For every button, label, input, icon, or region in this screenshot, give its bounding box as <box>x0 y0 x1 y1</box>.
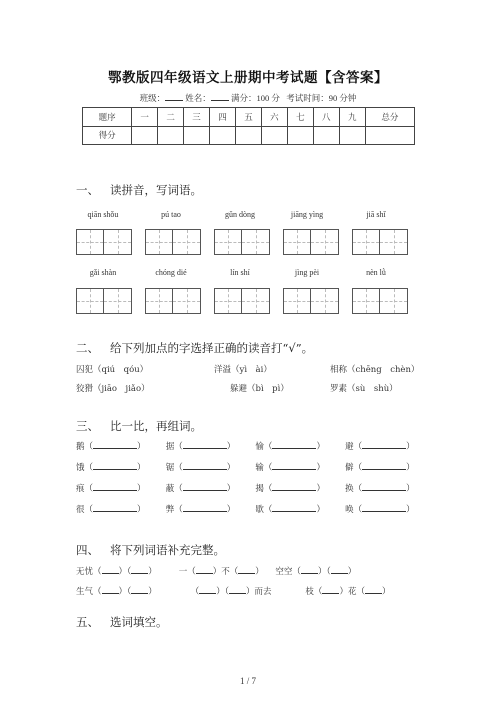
answer-blank[interactable] <box>102 586 119 594</box>
section2-heading <box>76 340 313 356</box>
reading-options[interactable]: （yì ài） <box>231 365 272 375</box>
idiom-row: 无忧（ ）（ ） 一（ ）不（ ） 空空（ ）（ ） <box>76 567 357 577</box>
writing-grid[interactable] <box>352 229 408 255</box>
compare-char: 痕 <box>76 484 85 494</box>
compare-char: 歇 <box>255 505 264 515</box>
time-label: 考试时间：90 分钟 <box>286 93 357 103</box>
answer-blank[interactable] <box>102 566 119 574</box>
answer-blank[interactable] <box>272 441 316 449</box>
compare-char: 据 <box>165 442 175 452</box>
compare-char: 蔽 <box>165 484 175 494</box>
reading-options[interactable]: （qiú qóu） <box>93 365 149 375</box>
reading-item[interactable] <box>214 363 272 375</box>
answer-blank[interactable] <box>183 462 227 470</box>
section4-heading <box>76 542 225 558</box>
answer-blank[interactable] <box>272 504 316 512</box>
writing-grid[interactable] <box>214 288 270 314</box>
section5-title: 选词填空。 <box>110 615 168 629</box>
compare-row: 很（ ） 弊（ ） 歇（ ） 唤（ ） <box>76 505 415 515</box>
class-label: 班级： <box>139 93 166 103</box>
answer-blank[interactable] <box>93 483 137 491</box>
section2-num: 二、 <box>76 341 99 355</box>
writing-grid[interactable] <box>76 229 132 255</box>
answer-blank[interactable] <box>199 586 216 594</box>
compare-char: 愉 <box>255 442 264 452</box>
exam-info <box>0 92 496 104</box>
idiom-row: 生气（ ）（ ） （ ）（ ）而去 枝（ ）花（ ） <box>76 587 391 597</box>
reading-item[interactable] <box>330 382 398 394</box>
compare-char: 揭 <box>255 484 264 494</box>
compare-char: 避 <box>345 442 354 452</box>
score-table <box>82 107 415 145</box>
reading-item[interactable] <box>76 382 150 394</box>
compare-row: 饿（ ） 锯（ ） 输（ ） 僻（ ） <box>76 463 415 473</box>
pinyin: jìng pèi <box>294 268 320 277</box>
reading-options[interactable]: （bì pì） <box>247 384 289 394</box>
header-cell: 一 <box>132 108 158 127</box>
header-cell: 八 <box>313 108 339 127</box>
pinyin: qiān shǒu <box>87 210 119 219</box>
section1-title: 读拼音，写词语。 <box>110 183 202 197</box>
answer-blank[interactable] <box>301 566 318 574</box>
score-cell[interactable] <box>313 126 339 145</box>
section4-title: 将下列词语补充完整。 <box>110 543 225 557</box>
name-blank <box>211 93 229 101</box>
reading-word: 躲避 <box>230 384 248 394</box>
header-cell: 七 <box>287 108 313 127</box>
compare-char: 输 <box>255 463 264 473</box>
answer-blank[interactable] <box>362 504 406 512</box>
pinyin: gǔn dòng <box>225 210 255 219</box>
answer-blank[interactable] <box>131 566 148 574</box>
pinyin: pú tao <box>161 210 181 219</box>
answer-blank[interactable] <box>183 504 227 512</box>
section3-title: 比一比，再组词。 <box>110 419 202 433</box>
section1-num: 一、 <box>76 183 99 197</box>
score-cell[interactable] <box>210 126 236 145</box>
pinyin: jiāng yìng <box>290 210 324 219</box>
answer-blank[interactable] <box>93 504 137 512</box>
pinyin: gǎi shàn <box>89 268 117 277</box>
reading-word: 罗素 <box>330 384 348 394</box>
compare-char: 鹅 <box>76 442 85 452</box>
answer-blank[interactable] <box>362 462 406 470</box>
writing-grid[interactable] <box>145 288 201 314</box>
writing-grid[interactable] <box>76 288 132 314</box>
section5-heading <box>76 614 168 630</box>
writing-grid[interactable] <box>214 229 270 255</box>
reading-word: 囚犯 <box>76 365 94 375</box>
section2-title: 给下列加点的字选择正确的读音打“√”。 <box>110 341 314 355</box>
reading-options[interactable]: （chēng chèn） <box>347 365 420 375</box>
answer-blank[interactable] <box>93 462 137 470</box>
reading-word: 洋溢 <box>214 365 232 375</box>
compare-char: 唤 <box>345 505 354 515</box>
score-cell[interactable] <box>132 126 158 145</box>
answer-blank[interactable] <box>229 586 246 594</box>
answer-blank[interactable] <box>362 483 406 491</box>
writing-grid[interactable] <box>352 288 408 314</box>
pinyin: nèn lǜ <box>366 268 386 277</box>
compare-char: 锯 <box>165 463 175 473</box>
reading-item[interactable] <box>330 363 419 375</box>
idiom-text: 不 <box>221 567 230 577</box>
header-cell: 总分 <box>365 108 414 127</box>
pinyin: chóng dié <box>155 268 187 277</box>
compare-char: 换 <box>345 484 354 494</box>
score-cell[interactable] <box>261 126 287 145</box>
header-cell: 二 <box>158 108 184 127</box>
header-cell: 六 <box>261 108 287 127</box>
pinyin: lín shí <box>230 268 250 277</box>
class-blank <box>165 93 183 101</box>
idiom-text: 无忧 <box>76 567 94 577</box>
compare-row: 鹅（ ） 据（ ） 愉（ ） 避（ ） <box>76 442 415 452</box>
row-label: 得分 <box>83 126 132 145</box>
writing-grid[interactable] <box>145 229 201 255</box>
compare-char: 僻 <box>345 463 354 473</box>
answer-blank[interactable] <box>183 483 227 491</box>
answer-blank[interactable] <box>131 586 148 594</box>
section4-num: 四、 <box>76 543 99 557</box>
compare-row: 痕（ ） 蔽（ ） 揭（ ） 换（ ） <box>76 484 415 494</box>
writing-grid[interactable] <box>283 229 339 255</box>
score-cell[interactable] <box>184 126 210 145</box>
idiom-text: 生气 <box>76 587 94 597</box>
idiom-text: 空空 <box>275 567 293 577</box>
answer-blank[interactable] <box>238 566 255 574</box>
answer-blank[interactable] <box>362 441 406 449</box>
header-cell: 三 <box>184 108 210 127</box>
header-cell: 九 <box>339 108 365 127</box>
header-cell: 五 <box>235 108 261 127</box>
reading-item[interactable] <box>230 382 289 394</box>
header-cell: 四 <box>210 108 236 127</box>
score-cell[interactable] <box>287 126 313 145</box>
idiom-text: 枝 <box>305 587 314 597</box>
page-title: 鄂教版四年级语文上册期中考试题【含答案】 <box>108 70 388 86</box>
score-cell[interactable] <box>235 126 261 145</box>
answer-blank[interactable] <box>183 441 227 449</box>
compare-char: 饿 <box>76 463 85 473</box>
section3-heading <box>76 418 202 434</box>
name-label: 姓名： <box>185 93 211 103</box>
score-table-row <box>83 126 415 145</box>
compare-char: 弊 <box>165 505 175 515</box>
score-cell[interactable] <box>365 126 414 145</box>
score-table-header <box>83 108 415 127</box>
answer-blank[interactable] <box>272 462 316 470</box>
answer-blank[interactable] <box>272 483 316 491</box>
score-cell[interactable] <box>158 126 184 145</box>
idiom-text: 一 <box>178 567 188 577</box>
reading-options[interactable]: （jiāo jiǎo） <box>93 384 150 394</box>
idiom-text: 而去 <box>254 587 272 597</box>
reading-options[interactable]: （sù shù） <box>347 384 398 394</box>
page-number: 1 / 7 <box>239 676 256 686</box>
reading-word: 狡猾 <box>76 384 94 394</box>
writing-grid[interactable] <box>283 288 339 314</box>
answer-blank[interactable] <box>196 566 213 574</box>
answer-blank[interactable] <box>331 566 348 574</box>
score-cell[interactable] <box>339 126 365 145</box>
answer-blank[interactable] <box>93 441 137 449</box>
section3-num: 三、 <box>76 419 99 433</box>
pinyin: jiā shǐ <box>366 210 386 219</box>
answer-blank[interactable] <box>365 586 382 594</box>
compare-char: 很 <box>76 505 85 515</box>
answer-blank[interactable] <box>322 586 339 594</box>
section5-num: 五、 <box>76 615 99 629</box>
reading-word: 相称 <box>330 365 348 375</box>
reading-item[interactable] <box>76 363 148 375</box>
section1-heading <box>76 182 202 198</box>
header-cell: 题序 <box>83 108 132 127</box>
idiom-text: 花 <box>347 587 357 597</box>
score-label: 满分：100 分 <box>230 93 280 103</box>
